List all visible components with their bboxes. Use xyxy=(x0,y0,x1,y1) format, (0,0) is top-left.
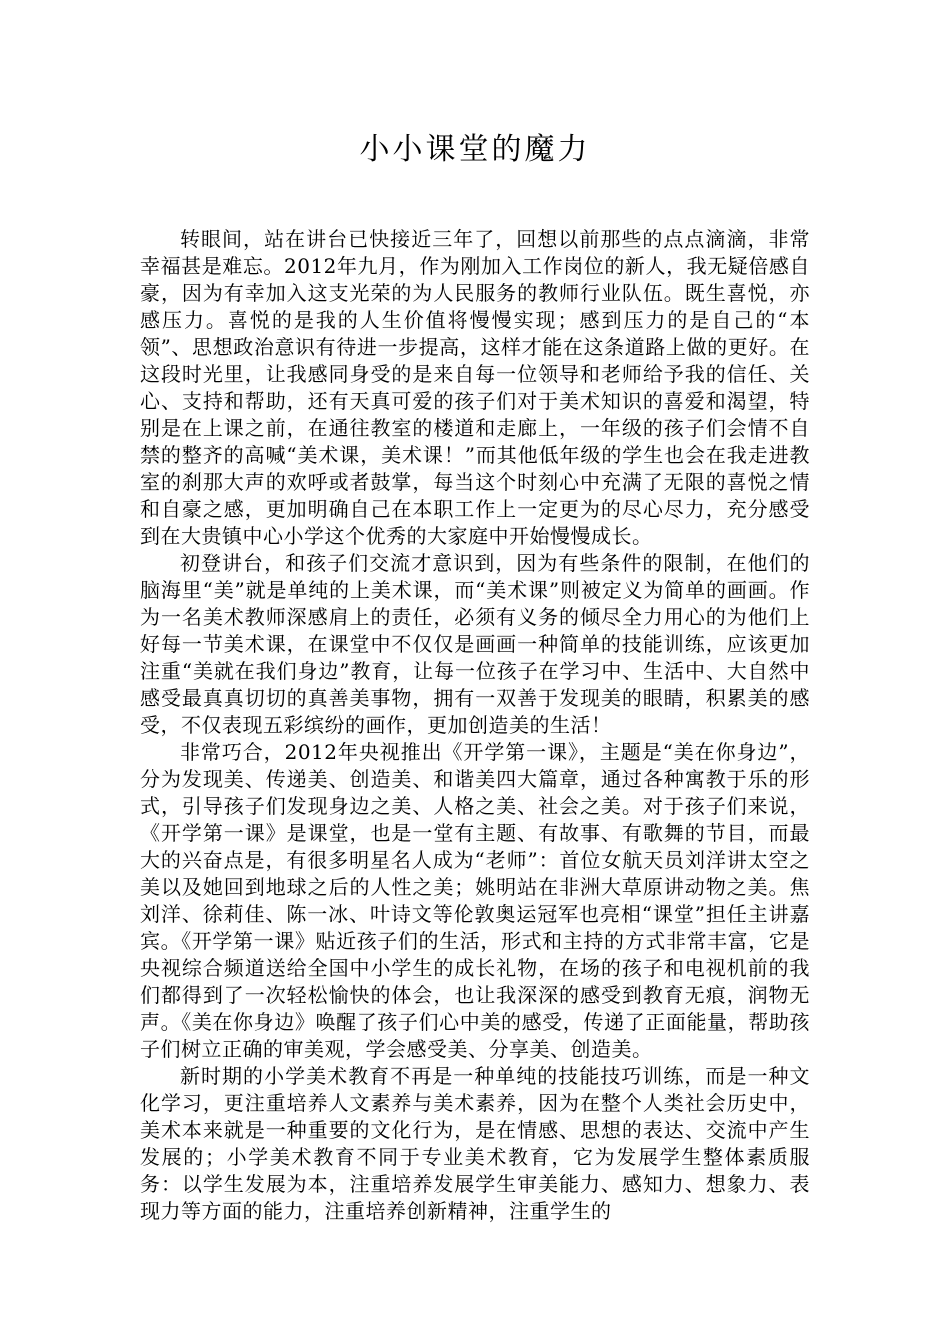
paragraph-1: 转眼间，站在讲台已快接近三年了，回想以前那些的点点滴滴，非常幸福甚是难忘。2012年九月，作为刚加入工作岗位的新人，我无疑倍感自豪，因为有幸加入这支光荣的为人民服务的教师行业队伍。既生喜悦，亦感压力。喜悦的是我的人生价值将慢慢实现；感到压力的是自己的“本领”、思想政治意识有待进一步提高，这样才能在这条道路上做的更好。在这段时光里，让我感同身受的是来自每一位领导和老师给予我的信任、关心、支持和帮助，还有天真可爱的孩子们对于美术知识的喜爱和渴望，特别是在上课之前，在通往教室的楼道和走廊上，一年级的孩子们会情不自禁的整齐的高喊“美术课，美术课！”而其他低年级的学生也会在我走进教室的刹那大声的欢呼或者鼓掌，每当这个时刻心中充满了无限的喜悦之情和自豪之感，更加明确自己在本职工作上一定更为的尽心尽力，充分感受到在大贵镇中心小学这个优秀的大家庭中开始慢慢成长。 xyxy=(140,227,810,548)
paragraph-3: 非常巧合，2012年央视推出《开学第一课》，主题是“美在你身边”，分为发现美、传递美、创造美、和谐美四大篇章，通过各种寓教于乐的形式，引导孩子们发现身边之美、人格之美、社会之美。对于孩子们来说，《开学第一课》是课堂，也是一堂有主题、有故事、有歌舞的节目，而最大的兴奋点是，有很多明星名人成为“老师”：首位女航天员刘洋讲太空之美以及她回到地球之后的人性之美；姚明站在非洲大草原讲动物之美。焦刘洋、徐莉佳、陈一冰、叶诗文等伦敦奥运冠军也亮相“课堂”担任主讲嘉宾。《开学第一课》贴近孩子们的生活，形式和主持的方式非常丰富，它是央视综合频道送给全国中小学生的成长礼物，在场的孩子和电视机前的我们都得到了一次轻松愉快的体会，也让我深深的感受到教育无痕，润物无声。《美在你身边》唤醒了孩子们心中美的感受，传递了正面能量，帮助孩子们树立正确的审美观，学会感受美、分享美、创造美。 xyxy=(140,740,810,1061)
paragraph-2: 初登讲台，和孩子们交流才意识到，因为有些条件的限制，在他们的脑海里“美”就是单纯的上美术课，而“美术课”则被定义为简单的画画。作为一名美术教师深感肩上的责任，必须有义务的倾尽全力用心的为他们上好每一节美术课，在课堂中不仅仅是画画一种简单的技能训练，应该更加注重“美就在我们身边”教育，让每一位孩子在学习中、生活中、大自然中感受最真真切切的真善美事物，拥有一双善于发现美的眼睛，积累美的感受，不仅表现五彩缤纷的画作，更加创造美的生活！ xyxy=(140,551,810,737)
document-body xyxy=(140,226,810,1225)
paragraph-4: 新时期的小学美术教育不再是一种单纯的技能技巧训练，而是一种文化学习，更注重培养人文素养与美术素养，因为在整个人类社会历史中，美术本来就是一种重要的文化行为，是在情感、思想的表达、交流中产生发展的；小学美术教育不同于专业美术教育，它为发展学生整体素质服务：以学生发展为本，注重培养发展学生审美能力、感知力、想象力、表现力等方面的能力，注重培养创新精神，注重学生的 xyxy=(140,1064,810,1223)
document-title: 小小课堂的魔力 xyxy=(359,132,591,167)
